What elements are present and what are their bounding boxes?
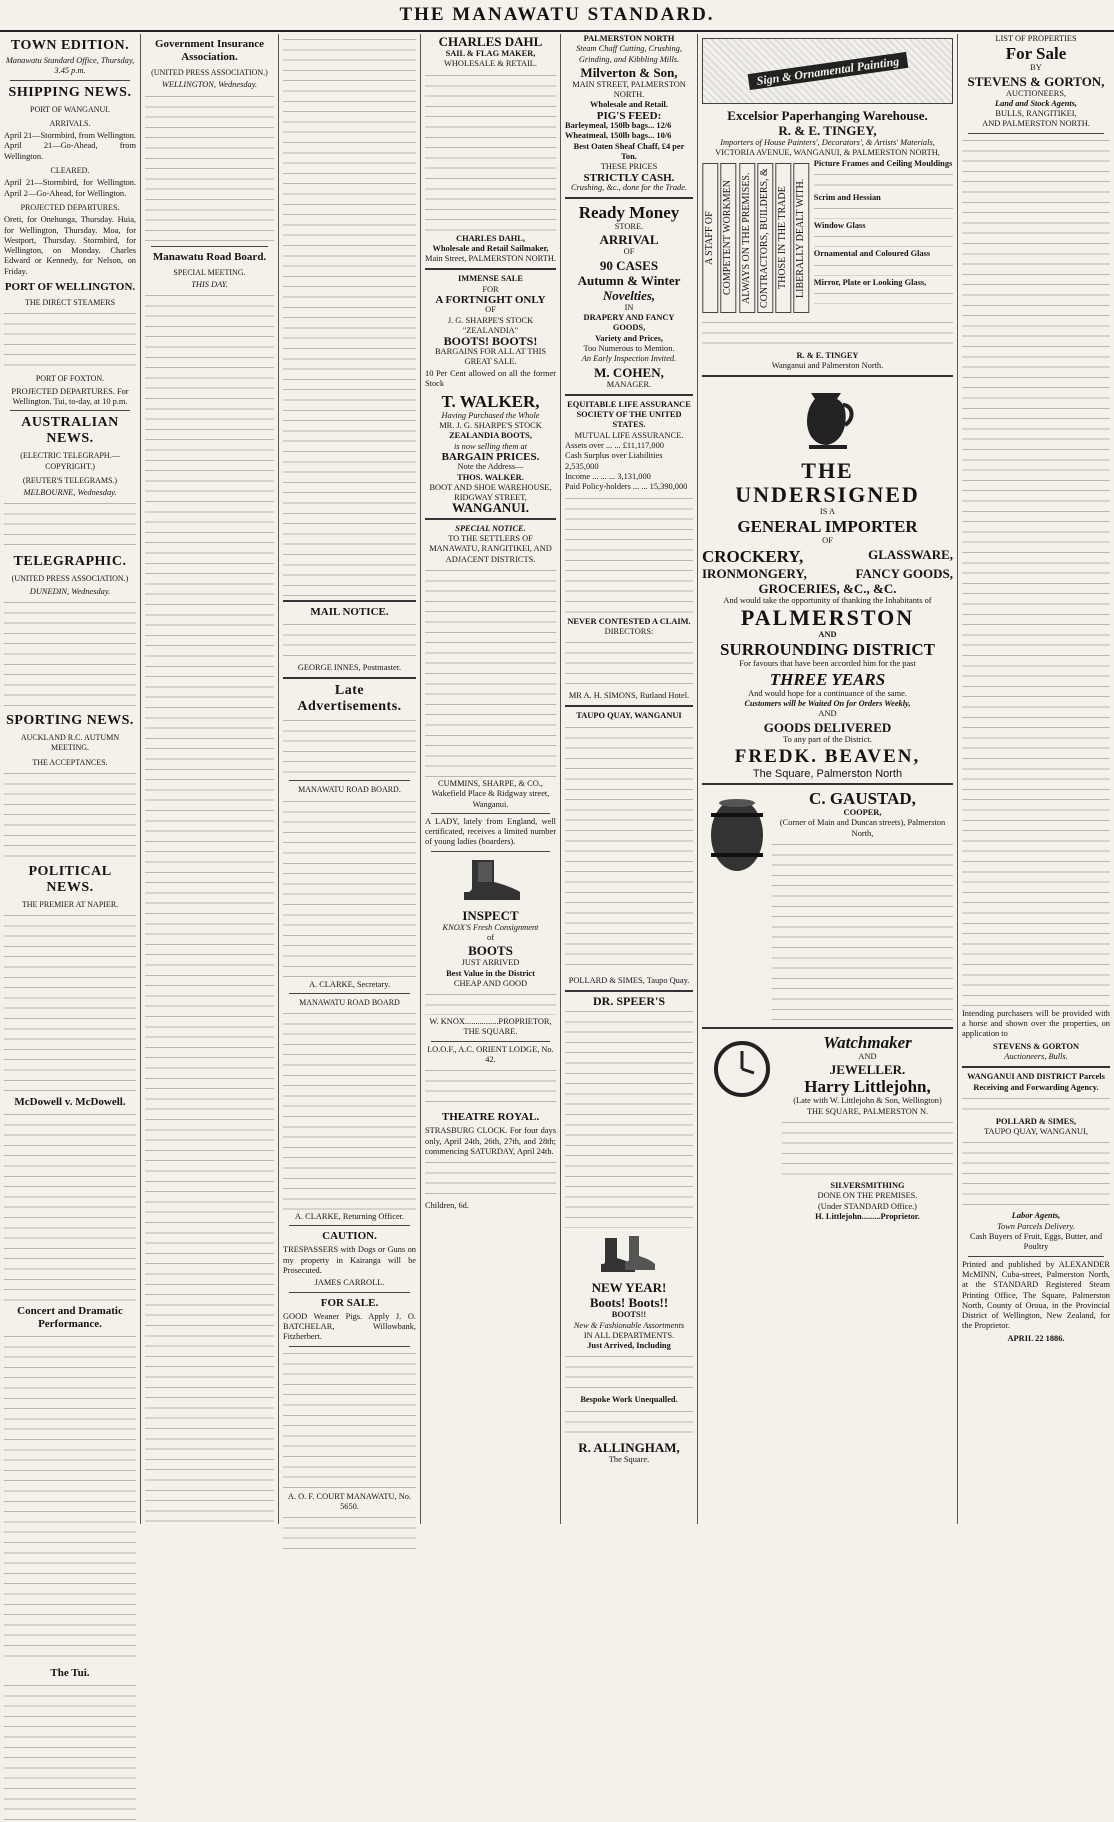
tingey-sign: R. & E. TINGEY <box>796 350 859 360</box>
allingham: R. ALLINGHAM, <box>578 1439 680 1455</box>
dateline: Manawatu Standard Office, Thursday, 3.45 p.m. <box>5 56 135 76</box>
for-sale-heading: FOR SALE. <box>320 1296 379 1309</box>
undersigned: UNDERSIGNED <box>735 482 920 508</box>
and-label: AND <box>818 630 837 640</box>
best-value: Best Value in the District <box>446 968 535 978</box>
too-numerous: Too Numerous to Mention. <box>583 343 675 353</box>
australian-place: MELBOURNE, Wednesday. <box>23 488 117 498</box>
road-board-1-heading: MANAWATU ROAD BOARD. <box>298 785 401 795</box>
allingham-square: The Square. <box>608 1454 650 1464</box>
departments: IN ALL DEPARTMENTS. <box>583 1330 675 1340</box>
australian-sub1: (ELECTRIC TELEGRAPH.—COPYRIGHT.) <box>20 451 120 471</box>
cheap-good: CHEAP AND GOOD <box>453 978 528 988</box>
crushing: Crushing, &c., done for the Trade. <box>570 182 688 192</box>
pollard-simes: POLLARD & SIMES, <box>995 1116 1077 1126</box>
cash-buyers: Cash Buyers of Fruit, Eggs, Butter, and Poultry <box>969 1232 1103 1252</box>
mail-notice-sign: GEORGE INNES, Postmaster. <box>297 663 402 672</box>
masthead: THE MANAWATU STANDARD. <box>0 0 1114 32</box>
autumn-winter: Autumn & Winter <box>577 272 681 288</box>
groceries: GROCERIES, &C., &C. <box>758 580 897 596</box>
bargain-prices: BARGAIN PRICES. <box>441 450 540 463</box>
surplus-row: Cash Surplus over Liabilities 2,535,000 <box>565 451 663 471</box>
dahl-sign2: Wholesale and Retail Sailmaker, <box>432 243 549 253</box>
opportunity: And would take the opportunity of thanking the Inhabitants of <box>723 595 932 605</box>
column-6 <box>697 34 957 1524</box>
just-arrived-5: Just Arrived, Including <box>587 1341 671 1351</box>
intending: Intending purchasers will be provided with a horse and shown over the properties, on application to <box>962 1008 1110 1039</box>
zealandia-boots: ZEALANDIA BOOTS, <box>449 431 532 441</box>
for-label: FOR <box>482 284 499 294</box>
telegraphic-sub: (UNITED PRESS ASSOCIATION.) <box>11 574 129 584</box>
road-board-2-sign: A. CLARKE, Returning Officer. <box>294 1212 405 1222</box>
fancy-goods: FANCY GOODS, <box>855 565 953 581</box>
arrivals-label: ARRIVALS. <box>49 118 91 128</box>
barrel-icon <box>702 795 772 875</box>
ridgway-street: RIDGWAY STREET, <box>454 493 527 503</box>
walker-name: T. WALKER, <box>441 391 540 411</box>
taupo-quay: TAUPO QUAY, WANGANUI <box>576 711 682 721</box>
dahl-sign: CHARLES DAHL, <box>456 233 525 243</box>
column-1 <box>0 34 140 1680</box>
any-part: To any part of the District. <box>783 734 872 744</box>
lady-ad: A LADY, lately from England, well certificated, receives a limited number of young ladies (boarders). <box>425 816 556 847</box>
palmerston-heading-6: PALMERSTON <box>740 605 915 631</box>
excelsior-heading: Excelsior Paperhanging Warehouse. <box>727 108 928 123</box>
three-years: THREE YEARS <box>769 669 886 689</box>
strictly-cash: STRICTLY CASH. <box>583 171 675 184</box>
sporting-sub2: THE ACCEPTANCES. <box>32 757 108 767</box>
sign-painting-banner <box>702 38 953 104</box>
wanganui: WANGANUI. <box>452 500 529 516</box>
bulls: BULLS, RANGITIKEI, <box>995 109 1077 119</box>
silversmithing: SILVERSMITHING <box>830 1180 905 1190</box>
boots-boots-5: Boots! Boots!! <box>589 1295 669 1311</box>
goods: GOODS, <box>612 323 646 333</box>
drapery: DRAPERY AND FANCY <box>583 313 675 323</box>
port-foxton-heading: PORT OF FOXTON. <box>35 374 105 384</box>
equitable-heading: EQUITABLE LIFE ASSURANCE SOCIETY OF THE UNITED STATES. <box>567 399 691 430</box>
vert-text-2: COMPETENT WORKMEN <box>720 163 736 313</box>
clock-icon <box>702 1039 782 1099</box>
of-label-5: OF <box>623 247 635 257</box>
cummins-sign: CUMMINS, SHARPE, & CO., Wakefield Place & Ridgway street, Wanganui. <box>431 778 550 809</box>
theatre-text: STRASBURG CLOCK. For four days only, April 24th, 26th, 27th, and 28th; commencing SATURDAY, April 24th. <box>425 1126 556 1156</box>
stevens-gorton-2: STEVENS & GORTON <box>992 1041 1080 1051</box>
jug-icon <box>702 383 953 453</box>
issue-date: APRIL 22 1886. <box>1007 1333 1065 1343</box>
tingey-importers: Importers of House Painters', Decorators', & Artists' Materials, <box>720 138 935 147</box>
milverton-name: Milverton & Son, <box>580 64 678 80</box>
ninety-cases: 90 CASES <box>599 257 659 273</box>
variety: Variety and Prices, <box>595 333 663 343</box>
of-label: OF <box>485 305 496 315</box>
surrounding-district: SURROUNDING DISTRICT <box>720 640 935 660</box>
road-board-date: THIS DAY. <box>191 279 228 289</box>
thos-walker: THOS. WALKER. <box>457 472 524 482</box>
on-premises: DONE ON THE PREMISES. <box>817 1191 918 1201</box>
gaustad-name: C. GAUSTAD, <box>809 789 916 809</box>
road-board-sub: SPECIAL MEETING. <box>173 267 246 277</box>
land-stock: Land and Stock Agents, <box>994 98 1078 108</box>
now-selling: is now selling them at <box>453 441 528 451</box>
wholesale-retail: Wholesale and Retail. <box>590 100 668 110</box>
caution-heading: CAUTION. <box>322 1230 377 1243</box>
hope: And would hope for a continuance of the same. <box>748 688 907 698</box>
caution-sign: JAMES CARROLL. <box>314 1278 385 1288</box>
mirror-glass: Mirror, Plate or Looking Glass, <box>813 277 927 287</box>
gov-insurance-sub: (UNITED PRESS ASSOCIATION.) <box>151 68 268 77</box>
favours: For favours that have been accorded him for the past <box>739 659 916 669</box>
barleymeal: Barleymeal, 150lb bags... 12/6 <box>565 121 672 131</box>
inspect: INSPECT <box>462 907 519 923</box>
boots-boots: BOOTS! BOOTS! <box>443 334 538 349</box>
new-year: NEW YEAR! <box>591 1280 667 1296</box>
tingey-sign-addr: Wanganui and Palmerston North. <box>771 360 884 370</box>
ornamental-glass: Ornamental and Coloured Glass <box>813 249 931 259</box>
of-label-2: of <box>487 932 494 942</box>
beaven-name: FREDK. BEAVEN, <box>734 745 921 767</box>
dahl-name: CHARLES DAHL <box>438 34 543 49</box>
general-importer: GENERAL IMPORTER <box>737 517 918 537</box>
by-label: BY <box>1030 63 1042 73</box>
dahl-trade: SAIL & FLAG MAKER, <box>445 49 536 58</box>
aof-sign: A. O. F. COURT MANAWATU, No. 5650. <box>287 1491 412 1511</box>
theatre-heading: THEATRE ROYAL. <box>441 1111 540 1124</box>
dr-speer: DR. SPEER'S <box>592 993 666 1008</box>
customers-weekly: Customers will be Waited On for Orders Weekly, <box>744 698 911 708</box>
store: STORE. <box>614 222 644 232</box>
boots-5b: BOOTS!! <box>611 1310 647 1320</box>
beaven-addr: The Square, Palmerston North <box>752 767 903 780</box>
tui-heading: The Tui. <box>50 1667 90 1680</box>
ironmongery: IRONMONGERY, <box>702 565 807 581</box>
and-w: AND <box>858 1052 877 1062</box>
manager: MANAGER. <box>606 379 652 389</box>
departures-label: PROJECTED DEPARTURES. <box>20 202 120 212</box>
parcels-heading: WANGANUI AND DISTRICT Parcels Receiving and Forwarding Agency. <box>967 1072 1105 1092</box>
jeweller: JEWELLER. <box>829 1062 906 1078</box>
column-7 <box>957 34 1114 1524</box>
special-notice: SPECIAL NOTICE. <box>455 523 526 533</box>
directors: DIRECTORS: <box>604 626 654 636</box>
the-heading: THE <box>801 458 854 484</box>
port-wellington-heading: PORT OF WELLINGTON. <box>4 281 136 294</box>
dahl-trade2: WHOLESALE & RETAIL. <box>443 59 538 69</box>
boots-label: BOOTS <box>468 943 513 959</box>
late-ads-heading: Late Advertisements. <box>297 683 402 715</box>
under-standard: (Under STANDARD Office.) <box>818 1201 917 1211</box>
theatre-end: Children, 6d. <box>425 1201 469 1211</box>
these-prices: THESE PRICES <box>600 162 658 172</box>
agent: MR A. H. SIMONS, Rutland Hotel. <box>568 691 690 701</box>
wheatmeal: Wheatmeal, 150lb bags... 10/6 <box>565 131 672 141</box>
for-sale-7: For Sale <box>1005 44 1067 64</box>
knox-addr: THE SQUARE. <box>463 1027 518 1037</box>
littlejohn-sub: (Late with W. Littlejohn & Son, Wellington) <box>793 1096 942 1106</box>
income-row: Income ... ... ... 3,131,000 <box>565 471 651 481</box>
goods-delivered: GOODS DELIVERED <box>763 719 892 735</box>
glassware: GLASSWARE, <box>868 546 953 562</box>
immense-sale: IMMENSE SALE <box>458 274 523 284</box>
littlejohn-addr: THE SQUARE, PALMERSTON N. <box>806 1106 929 1116</box>
mail-notice-heading: MAIL NOTICE. <box>310 606 389 618</box>
auctioneers: AUCTIONEERS, <box>1005 88 1067 98</box>
column-4 <box>420 34 560 1524</box>
littlejohn-sign: H. Littlejohn.........Proprietor. <box>815 1211 920 1221</box>
lodge-heading: I.O.O.F., A.C. ORIENT LODGE, No. 42. <box>427 1044 554 1065</box>
bargains: BARGAINS FOR ALL AT THIS GREAT SALE. <box>434 346 547 366</box>
caution-text: TRESPASSERS with Dogs or Guns on my property in Kairanga will be Prosecuted. <box>283 1245 416 1276</box>
tingey-name: R. & E. TINGEY, <box>778 123 877 138</box>
is-a: IS A <box>819 507 836 517</box>
arrival: ARRIVAL <box>599 232 659 248</box>
settlers-heading: TO THE SETTLERS OF MANAWATU, RANGITIKEI, AND ADJACENT DISTRICTS. <box>429 534 552 564</box>
sporting-sub: AUCKLAND R.C. AUTUMN MEETING. <box>20 733 120 753</box>
shipping-heading: SHIPPING NEWS. <box>8 84 132 100</box>
labor-agents: Labor Agents, <box>1011 1211 1061 1221</box>
tingey-address: VICTORIA AVENUE, WANGANUI, & PALMERSTON NORTH, <box>715 148 940 158</box>
vert-text-4: CONTRACTORS, BUILDERS, & <box>757 163 773 313</box>
town-edition-heading: TOWN EDITION. <box>10 38 130 53</box>
port-wanganui-heading: PORT OF WANGANUI. <box>30 104 110 114</box>
assets-row: Assets over ... ... £11,117,000 <box>565 441 664 451</box>
bespoke: Bespoke Work Unequalled. <box>580 1395 678 1405</box>
cooper: COOPER, <box>843 808 882 818</box>
political-heading: POLITICAL NEWS. <box>28 863 112 895</box>
in-label: IN <box>624 302 634 312</box>
ready-money: Ready Money <box>578 203 680 223</box>
never-contested: NEVER CONTESTED A CLAIM. <box>567 616 691 626</box>
oaten-chaff: Best Oaten Sheaf Chaff, £4 per Ton. <box>573 141 685 161</box>
road-board-heading: Manawatu Road Board. <box>152 250 267 263</box>
and-label-2: AND <box>818 709 837 719</box>
departures-text: Oreti, for Onehunga, Thursday. Huia, for Wellington, Thursday. Moa, for Westport, Thursday. Stormbird, for Wellington, on Monday. Charles Edward or Kennedy, for Nelson, on Friday. <box>4 215 136 276</box>
telegraphic-place: DUNEDIN, Wednesday. <box>29 586 111 596</box>
australian-news-heading: AUSTRALIAN NEWS. <box>21 415 119 447</box>
knox-sign: W. KNOX................PROPRIETOR, <box>429 1017 552 1027</box>
mcdowell-heading: McDowell v. McDowell. <box>14 1096 126 1109</box>
pigs-feed: PIG'S FEED: <box>596 109 662 122</box>
sharpe-stock-2: MR. J. G. SHARPE'S STOCK <box>439 421 542 431</box>
vert-text-1: A STAFF OF <box>702 163 718 313</box>
vert-text-5: THOSE IN THE TRADE <box>775 163 791 313</box>
boot-icon <box>425 858 556 902</box>
vert-text-3: ALWAYS ON THE PREMISES. <box>739 163 755 313</box>
novelties: Novelties, <box>602 287 656 303</box>
column-2 <box>140 34 278 1524</box>
sporting-heading: SPORTING NEWS. <box>6 713 134 729</box>
list-properties: LIST OF PROPERTIES <box>995 34 1077 43</box>
main-street: MAIN STREET, PALMERSTON NORTH. <box>572 79 686 100</box>
road-board-2-heading: MANAWATU ROAD BOARD <box>299 997 400 1007</box>
direct-steamers-label: THE DIRECT STEAMERS <box>24 298 116 308</box>
policy-row: Paid Policy-holders ... ... 15,390,000 <box>565 482 688 492</box>
road-board-1-sign: A. CLARKE, Secretary. <box>308 979 391 989</box>
telegraphic-heading: TELEGRAPHIC. <box>13 554 127 570</box>
fortnight-only: A FORTNIGHT ONLY <box>435 294 546 307</box>
boot-warehouse: BOOT AND SHOE WAREHOUSE, <box>429 482 552 492</box>
just-arrived: JUST ARRIVED <box>461 958 520 968</box>
political-sub: THE PREMIER AT NAPIER. <box>21 899 119 909</box>
zealandia: "ZEALANDIA" <box>462 325 519 335</box>
picture-frames: Picture Frames and Ceiling Mouldings <box>813 158 953 168</box>
town-parcels: Town Parcels Delivery. <box>997 1221 1075 1231</box>
column-5 <box>560 34 697 1524</box>
watchmaker: Watchmaker <box>823 1033 912 1053</box>
pollard-sign: POLLARD & SIMES, Taupo Quay. <box>568 975 690 985</box>
knox-fresh: KNOX'S Fresh Consignment <box>442 922 539 932</box>
palmerston-7: AND PALMERSTON NORTH. <box>982 119 1090 129</box>
banner-text: Sign & Ornamental Painting <box>747 52 907 90</box>
gaustad-addr: (Corner of Main and Duncan streets), Palmerston North, <box>779 818 946 838</box>
taupo-7: TAUPO QUAY, WANGANUI, <box>984 1127 1088 1137</box>
note-address: Note the Address— <box>457 462 524 472</box>
stevens-gorton: STEVENS & GORTON, <box>967 73 1105 89</box>
crockery: CROCKERY, <box>702 546 804 566</box>
chaff-mills: Steam Chaff Cutting, Crushing, Grinding, and Kibbling Mills. <box>576 44 682 64</box>
discount: 10 Per Cent allowed on all the former Stock <box>425 369 556 389</box>
of-label-6: OF <box>822 536 833 546</box>
assortments: New & Fashionable Assortments <box>573 1320 685 1330</box>
concert-heading: Concert and Dramatic Performance. <box>17 1305 123 1331</box>
dahl-addr: Main Street, PALMERSTON NORTH. <box>425 254 556 264</box>
cleared-label: CLEARED. <box>50 166 90 176</box>
littlejohn-name: Harry Littlejohn, <box>804 1077 931 1097</box>
cleared-text: April 21—Stormbird, for Wellington. April 2—Go-Ahead, for Wellington. <box>4 178 136 198</box>
palmerston-heading: PALMERSTON NORTH <box>583 34 675 43</box>
staff-vertical-panel <box>702 163 810 313</box>
australian-sub2: (REUTER'S TELEGRAMS.) <box>22 475 118 485</box>
window-glass: Window Glass <box>813 221 866 231</box>
early-inspection: An Early Inspection Invited. <box>581 354 677 364</box>
imprint: Printed and published by ALEXANDER McMINN, Cuba-street, Palmerston North, at the STANDARD Registered Steam Printing Office, The Square, Palmerston North, County of Oroua, in the Provincial District of Wellington, New Zealand, for the Proprietor. <box>962 1259 1110 1331</box>
scrim-hessian: Scrim and Hessian <box>813 192 881 202</box>
vert-text-6: LIBERALLY DEALT WITH. <box>793 163 809 313</box>
arrivals-text: April 21—Stormbird, from Wellington. April 21—Go-Ahead, from Wellington. <box>4 131 136 161</box>
for-sale-text: GOOD Weaner Pigs. Apply J. O. BATCHELAR, Willowbank, Fitzherbert. <box>283 1311 416 1342</box>
bulls-2: Auctioneers, Bulls. <box>1004 1051 1068 1061</box>
gov-insurance-heading: Government Insurance Association. <box>154 38 265 63</box>
boot-pair-icon <box>565 1234 693 1274</box>
column-3 <box>278 34 420 1524</box>
cohen-name: M. COHEN, <box>594 364 664 380</box>
gov-insurance-place: WELLINGTON, Wednesday. <box>161 80 258 90</box>
mutual-heading: MUTUAL LIFE ASSURANCE. <box>574 430 684 440</box>
foxton-departures: PROJECTED DEPARTURES. For Wellington. Tui, to-day, at 10 p.m. <box>11 386 129 406</box>
purchased: Having Purchased the Whole <box>441 410 540 420</box>
sharpe-stock: J. G. SHARPE'S STOCK <box>447 315 534 325</box>
